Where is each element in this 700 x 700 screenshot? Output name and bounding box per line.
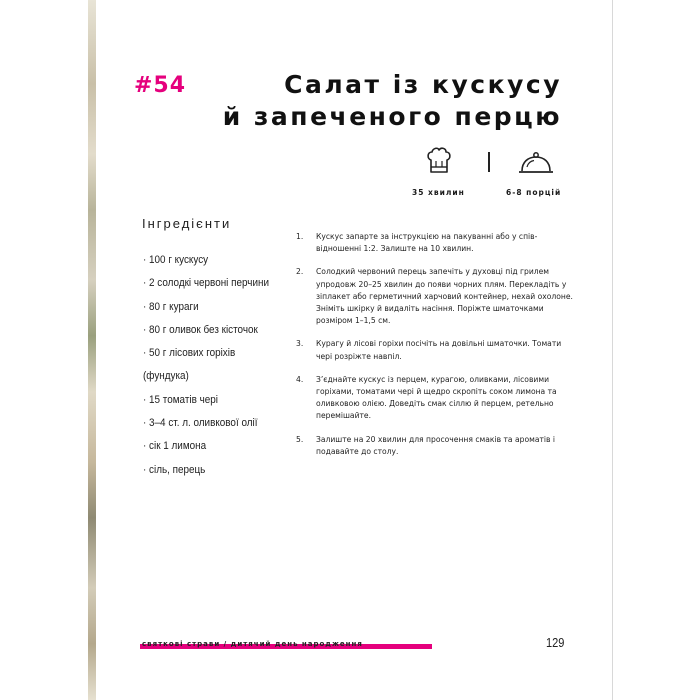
serving-cloche-icon [516,150,556,178]
food-photo-edge [88,0,96,700]
ingredient-item: · 80 г кураги [143,300,199,313]
meta-divider [488,152,490,172]
instruction-steps [296,231,574,469]
ingredient-item: (фундука) [143,370,189,383]
recipe-number: #54 [134,73,187,98]
ingredient-item: · 50 г лісових горіхів [143,347,236,360]
instruction-step [296,266,574,327]
step-text: Солодкий червоний перець запечіть у духовці під грилем упродовж 20–25 хвилин до появи чорних плям. Перекладіть у зіплакет або герметичний харчовий контейнер, нехай охолоне. Зніміть шкірку й видаліть насіння. Поріжте шматочками розміром 1–1,5 см. [316,267,573,326]
recipe-title-line-2 [221,102,564,131]
recipe-title-line-1 [282,70,564,99]
footer-section-title: святкові страви / дитячий день народження [142,640,363,648]
ingredient-item: · 2 солодкі червоні перчини [143,277,269,290]
ingredients-heading-text: Інгредієнти [142,216,232,231]
step-text: Залиште на 20 хвилин для просочення смаків та ароматів і подавайте до столу. [316,434,556,456]
instruction-step [296,338,574,362]
step-number: 2. [296,267,304,277]
ingredient-item: · сік 1 лимона [143,440,207,453]
ingredient-item: · 15 томатів чері [143,393,218,406]
step-text: Курагу й лісові горіхи посічіть на довільні шматочки. Томати чері розріжте навпіл. [316,339,562,361]
step-number: 5. [296,434,304,444]
page-edge [612,0,613,700]
chef-hat-icon [426,146,452,176]
instruction-step [296,231,574,255]
step-number: 1. [296,232,304,241]
ingredient-item: · 80 г оливок без кісточок [143,323,258,336]
ingredients-heading [142,216,231,231]
page-number: 129 [546,635,565,650]
step-number: 4. [296,374,304,384]
recipe-title-line-1-text: Салат із кускусу [284,70,562,99]
ingredient-item: · сіль, перець [143,463,206,476]
instruction-step [296,374,574,423]
step-text: З’єднайте кускус із перцем, курагою, оливками, лісовими горіхами, томатами чері й щедро скропіть соком лимона та оливковою олією. Доведіть смак сіллю й перцем, ретельно перемішайте. [316,374,557,421]
recipe-meta [410,146,570,202]
recipe-title-line-2-text: й запеченого перцю [222,102,562,131]
step-text: Кускус запарте за інструкцією на пакуванні або у співвідношенні 1:2. Залиште на 10 хвилин. [316,232,538,254]
step-number: 3. [296,339,304,349]
ingredient-list [143,249,283,482]
ingredient-item: · 3–4 ст. л. оливкової олії [143,417,258,430]
instruction-step [296,434,574,458]
portions: 6-8 порцій [506,188,562,197]
ingredient-item: · 100 г кускусу [143,254,209,266]
cooking-time: 35 хвилин [412,188,465,197]
